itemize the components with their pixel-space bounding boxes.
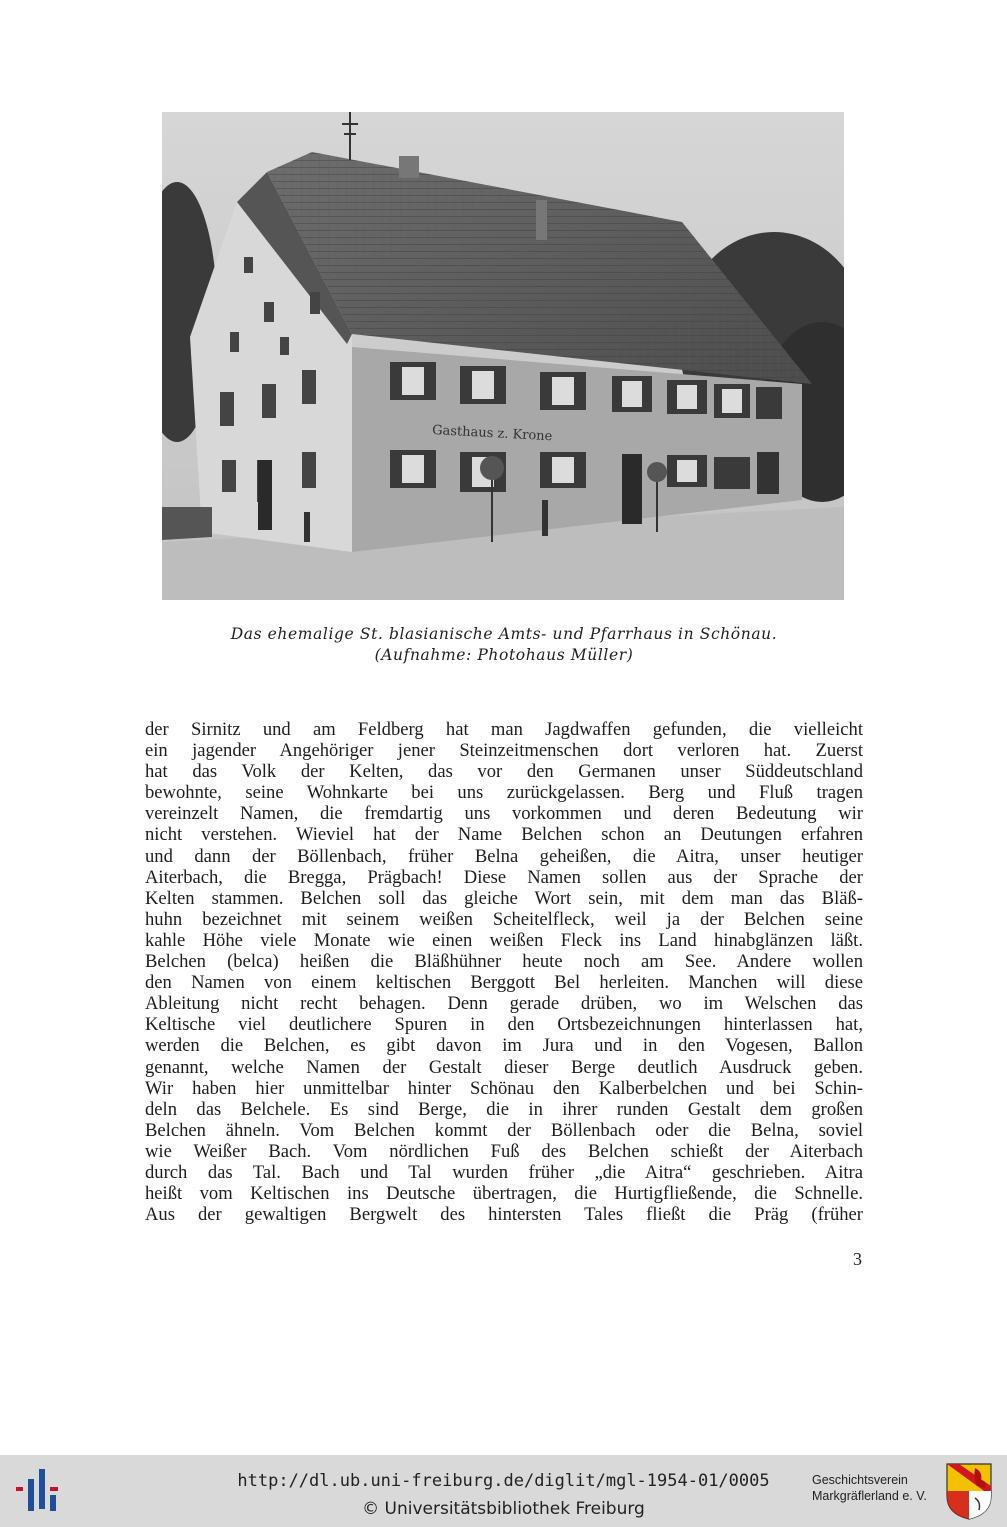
text-line: Aus der gewaltigen Bergwelt des hintersten Tales fließt die Präg (früher xyxy=(145,1204,863,1226)
text-line: der Sirnitz und am Feldberg hat man Jagdwaffen gefunden, die vielleicht xyxy=(145,719,863,740)
coat-of-arms-icon xyxy=(945,1462,993,1520)
page-number: 3 xyxy=(853,1249,862,1269)
text-line: Keltische viel deutlichere Spuren in den Ortsbezeichnungen hinterlassen hat, xyxy=(145,1014,863,1036)
text-line: den Namen von einem keltischen Berggott Bel herleiten. Manchen will diese xyxy=(145,972,863,994)
society-name xyxy=(812,1472,942,1504)
text-line: Belchen ähneln. Vom Belchen kommt der Böllenbach oder die Belna, soviel xyxy=(145,1119,863,1141)
photo-sign: Gasthaus z. Krone xyxy=(431,423,553,445)
text-line: vereinzelt Namen, die fremdartig uns vorkommen und deren Bedeutung wir xyxy=(145,803,863,825)
text-line: Ableitung nicht recht behagen. Denn gerade drüben, wo im Welschen das xyxy=(145,993,863,1015)
text-line: Kelten stammen. Belchen soll das gleiche Wort sein, mit dem man das Bläß- xyxy=(145,887,863,909)
footer-bar xyxy=(0,1455,1007,1527)
text-line: und dann der Böllenbach, früher Belna geheißen, die Aitra, unser heutiger xyxy=(145,845,863,867)
footer-url[interactable]: http://dl.ub.uni-freiburg.de/diglit/mgl-1954-01/0005 xyxy=(237,1471,770,1491)
text-line: Aiterbach, die Bregga, Prägbach! Diese Namen sollen aus der Sprache der xyxy=(145,866,863,888)
text-line: bewohnte, seine Wohnkarte bei uns zurückgelassen. Berg und Fluß tragen xyxy=(145,782,863,804)
caption-credit: (Aufnahme: Photohaus Müller) xyxy=(374,646,634,664)
society-line-1: Geschichtsverein xyxy=(812,1473,908,1487)
photo-caption xyxy=(145,624,863,666)
text-line: Wir haben hier unmittelbar hinter Schönau den Kalberbelchen und bei Schin- xyxy=(145,1077,863,1099)
text-line: ein jagender Angehöriger jener Steinzeitmenschen dort verloren hat. Zuerst xyxy=(145,740,863,762)
body-text xyxy=(145,719,863,1225)
text-line: durch das Tal. Bach und Tal wurden früher „die Aitra“ geschrieben. Aitra xyxy=(145,1161,863,1183)
text-line: nicht verstehen. Wieviel hat der Name Belchen schon an Deutungen erfahren xyxy=(145,824,863,846)
text-line: deln das Belchele. Es sind Berge, die in ihrer runden Gestalt dem großen xyxy=(145,1098,863,1120)
text-line: hat das Volk der Kelten, das vor den Germanen unser Süddeutschland xyxy=(145,761,863,783)
building-photo xyxy=(162,112,844,600)
text-line: huhn bezeichnet mit seinem weißen Scheitelfleck, weil ja der Belchen seine xyxy=(145,908,863,930)
text-line: genannt, welche Namen der Gestalt dieser Berge deutlich Ausdruck geben. xyxy=(145,1056,863,1078)
caption-title: Das ehemalige St. blasianische Amts- und Pfarrhaus in Schönau. xyxy=(230,625,778,643)
text-line: Belchen (belca) heißen die Bläßhühner heute noch am See. Andere wollen xyxy=(145,951,863,973)
text-line: werden die Belchen, es gibt davon im Jura und in den Vogesen, Ballon xyxy=(145,1035,863,1057)
footer-copyright: © Universitätsbibliothek Freiburg xyxy=(362,1499,645,1519)
society-line-2: Markgräflerland e. V. xyxy=(812,1489,927,1503)
text-line: heißt vom Keltischen ins Deutsche übertragen, die Hurtigfließende, die Schnelle. xyxy=(145,1183,863,1205)
text-line: kahle Höhe viele Monate wie einen weißen Fleck ins Land hinabglänzen läßt. xyxy=(145,929,863,951)
text-line: wie Weißer Bach. Vom nördlichen Fuß des Belchen schießt der Aiterbach xyxy=(145,1140,863,1162)
